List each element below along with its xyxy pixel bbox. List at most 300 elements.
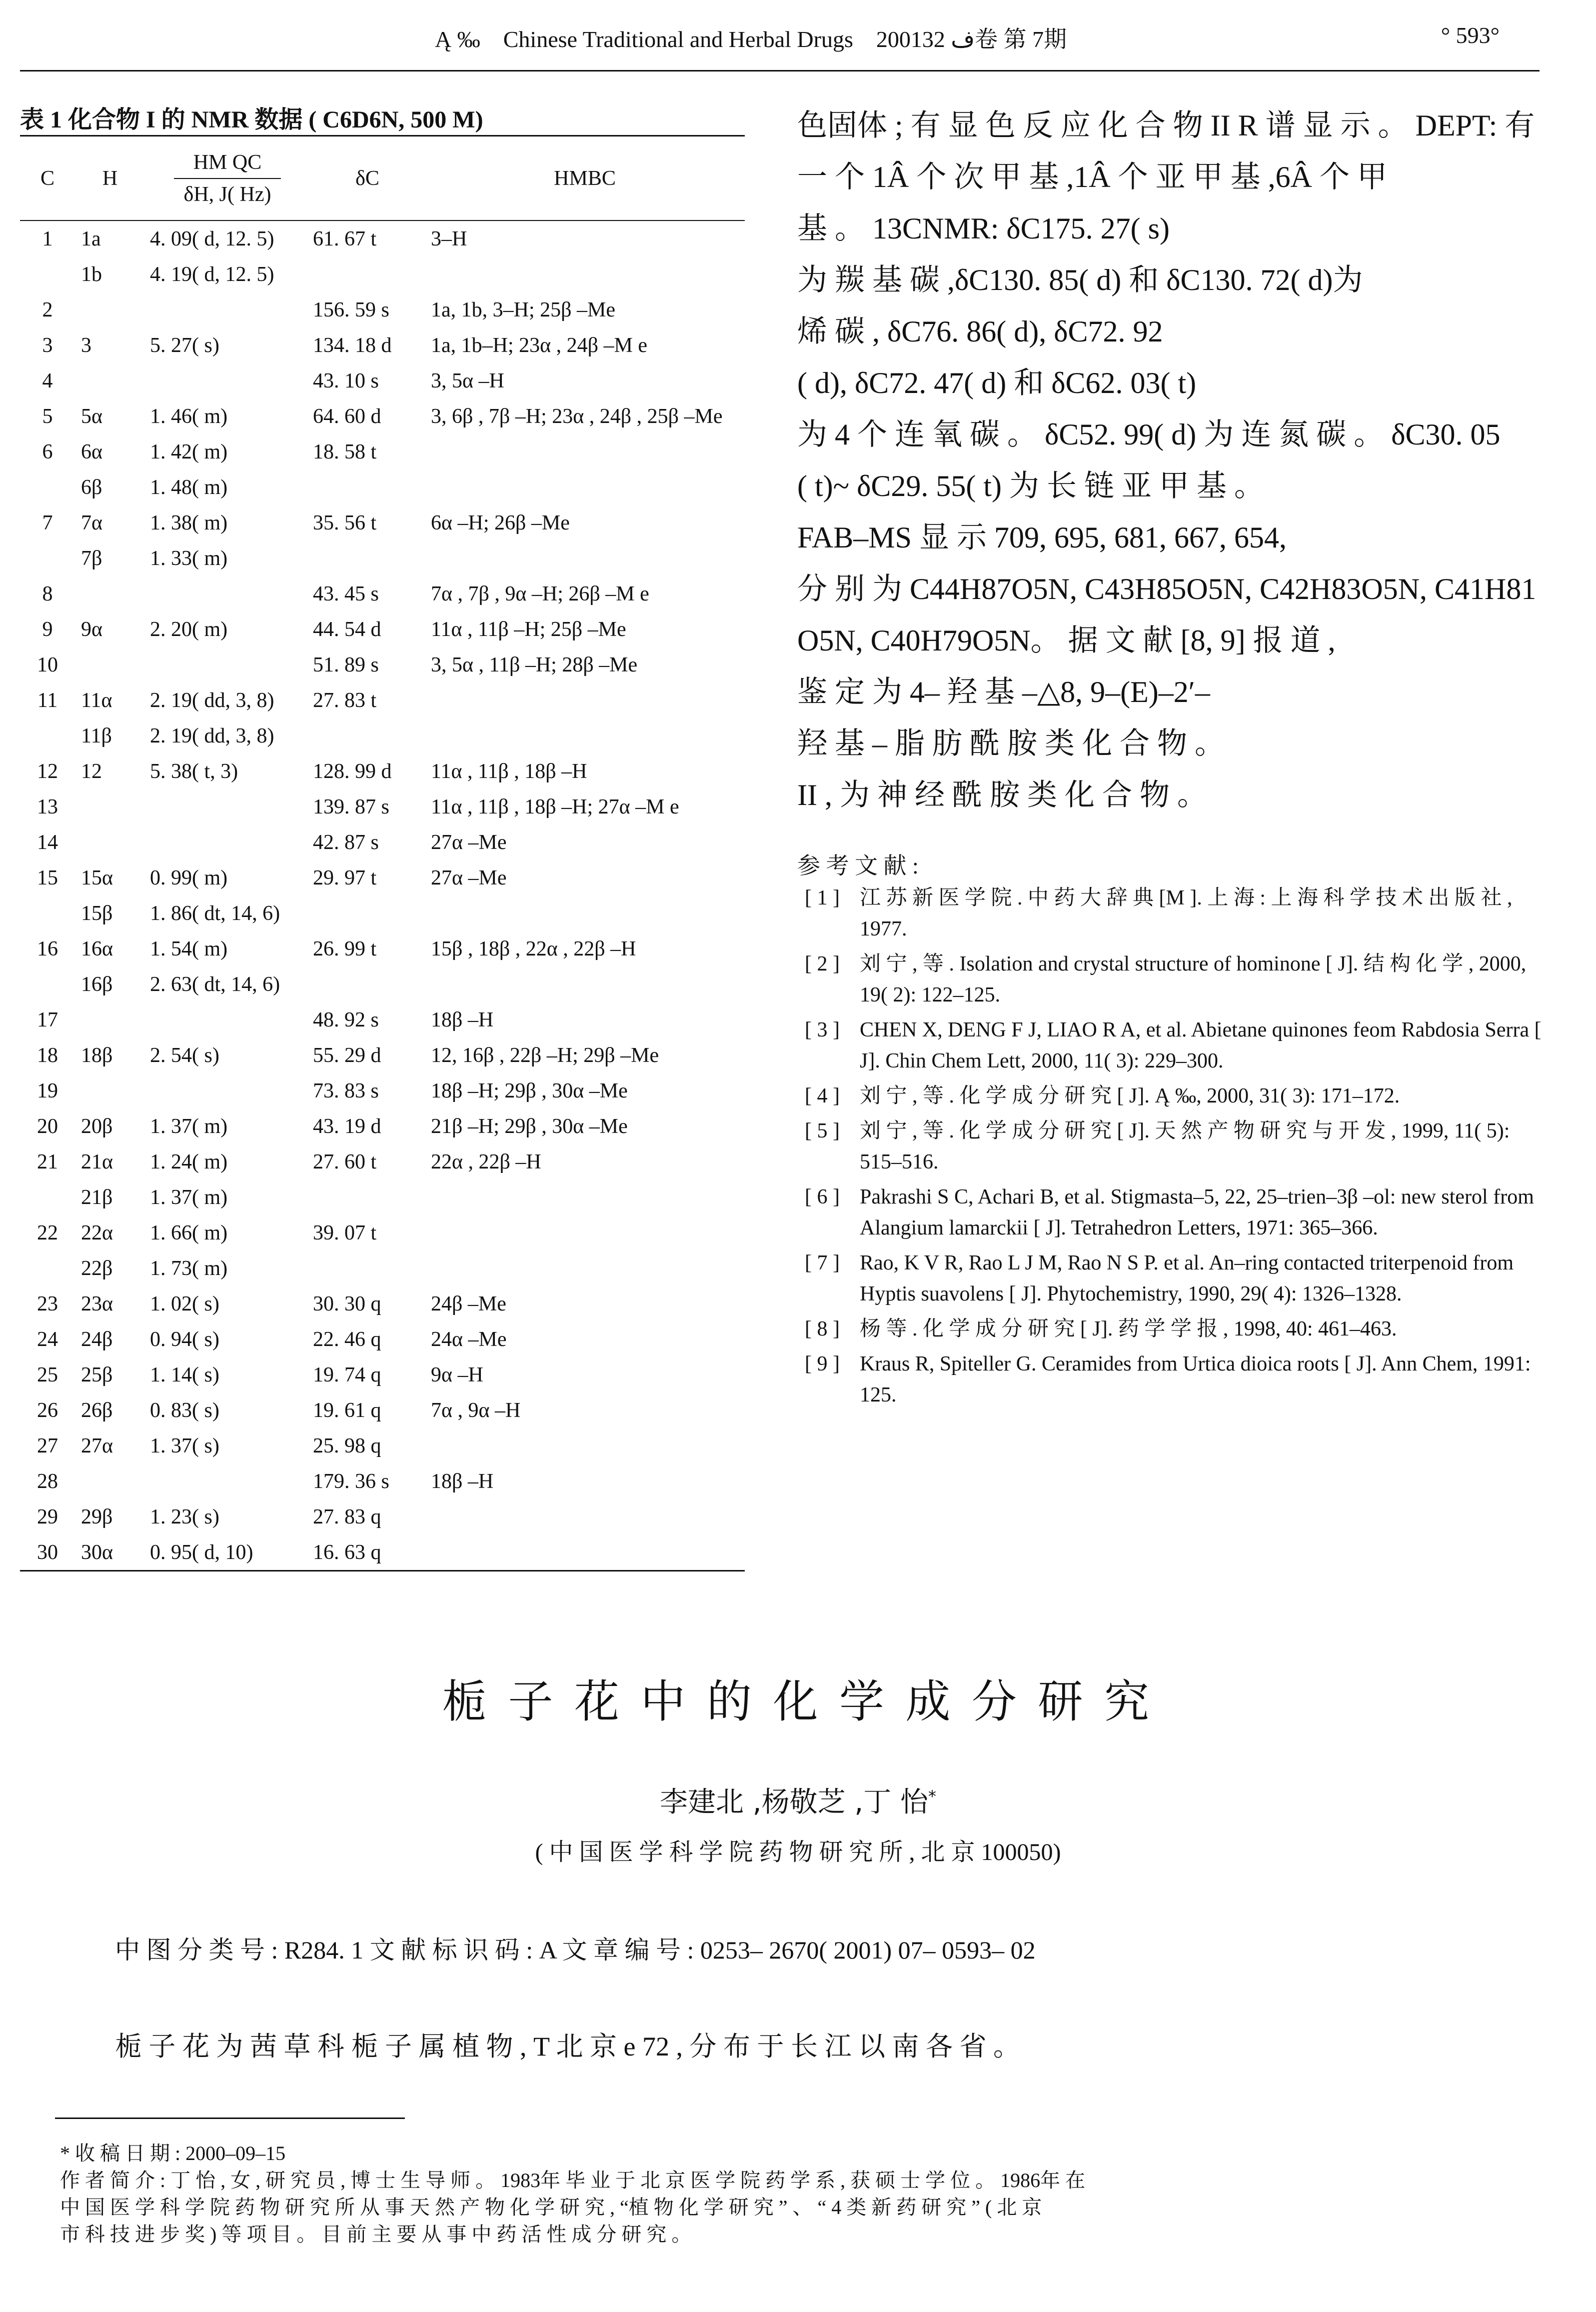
cell-delta-h xyxy=(145,576,310,612)
col-header-hmqc xyxy=(145,136,310,221)
cell-hmbc xyxy=(425,1428,745,1464)
cell-c xyxy=(20,540,75,576)
cell-h: 1b xyxy=(81,262,102,286)
cell-delta-c xyxy=(310,1250,425,1286)
footnote-rule xyxy=(55,2118,405,2119)
cell-delta-c xyxy=(310,256,425,292)
cell-c: 25 xyxy=(37,1363,58,1386)
cell-delta-c: 64. 60 d xyxy=(313,404,381,428)
cell-delta-h xyxy=(145,363,310,398)
cell-hmbc xyxy=(425,256,745,292)
table-row xyxy=(20,1250,745,1286)
table-row xyxy=(20,860,745,896)
cell-delta-h: 1. 02( s) xyxy=(150,1292,219,1316)
cell-delta-c: 26. 99 t xyxy=(313,937,377,960)
reference-number: [ 8 ] xyxy=(805,1318,840,1340)
cell-delta-c: 29. 97 t xyxy=(313,866,377,890)
col-header-dc: δC xyxy=(355,166,379,190)
reference-item xyxy=(805,1014,1545,1076)
col-header-c: C xyxy=(40,166,54,190)
table-row xyxy=(20,647,745,682)
reference-item xyxy=(805,1248,1545,1310)
reference-text: 刘 宁 , 等 . Isolation and crystal structure of hominone [ J]. 结 构 化 学 , 2000, 19( 2): 122–125. xyxy=(860,952,1527,1006)
cell-delta-h: 2. 54( s) xyxy=(150,1044,219,1067)
cell-delta-h: 1. 48( m) xyxy=(150,476,228,499)
page-number: ° 593° xyxy=(1441,22,1500,48)
cell-h: 27α xyxy=(81,1434,113,1458)
cell-hmbc xyxy=(425,718,745,754)
cell-h: 26β xyxy=(81,1398,113,1422)
cell-c: 29 xyxy=(37,1505,58,1528)
cell-c: 2 xyxy=(42,298,53,322)
cell-delta-c: 19. 74 q xyxy=(313,1363,381,1386)
table-row xyxy=(20,1534,745,1571)
cell-h xyxy=(75,1002,145,1038)
reference-item xyxy=(805,1182,1545,1244)
cell-h: 29β xyxy=(81,1505,113,1528)
body-line: FAB–MS 显 示 709, 695, 681, 667, 654, xyxy=(797,521,1287,554)
cell-delta-c: 39. 07 t xyxy=(313,1221,377,1244)
cell-c: 8 xyxy=(42,582,53,606)
journal-header xyxy=(435,21,1067,54)
cell-delta-h: 0. 94( s) xyxy=(150,1328,219,1351)
cell-h: 21α xyxy=(81,1150,113,1174)
cell-delta-h: 1. 38( m) xyxy=(150,511,228,534)
cell-delta-h: 1. 24( m) xyxy=(150,1150,228,1174)
cell-hmbc: 7α , 9α –H xyxy=(431,1398,521,1422)
cell-hmbc xyxy=(425,434,745,470)
cell-delta-h: 1. 23( s) xyxy=(150,1505,219,1528)
cell-h: 18β xyxy=(81,1044,113,1067)
table-row xyxy=(20,398,745,434)
reference-number: [ 9 ] xyxy=(805,1352,840,1376)
cell-c: 11 xyxy=(37,688,58,712)
table-row xyxy=(20,1073,745,1108)
cell-hmbc xyxy=(425,1180,745,1215)
reference-list xyxy=(805,882,1545,1414)
cell-delta-h: 2. 20( m) xyxy=(150,618,228,641)
cell-delta-h: 4. 19( d, 12. 5) xyxy=(150,262,274,286)
cell-c xyxy=(20,470,75,505)
cell-delta-c: 19. 61 q xyxy=(313,1398,381,1422)
cell-delta-c: 61. 67 t xyxy=(313,227,377,250)
cell-h: 23α xyxy=(81,1292,113,1316)
reference-number: [ 3 ] xyxy=(805,1018,840,1042)
cell-hmbc: 3, 5α –H xyxy=(431,369,504,392)
cell-delta-c: 44. 54 d xyxy=(313,618,381,641)
reference-text: 刘 宁 , 等 . 化 学 成 分 研 究 [ J]. Ą ‰, 2000, 31( 3): 171–172. xyxy=(860,1084,1400,1108)
reference-text: CHEN X, DENG F J, LIAO R A, et al. Abietane quinones feom Rabdosia Serra [ J]. Chin Chem Lett, 2000, 11( 3): 229–300. xyxy=(860,1018,1542,1072)
cell-hmbc: 22α , 22β –H xyxy=(431,1150,541,1174)
cell-delta-h: 0. 83( s) xyxy=(150,1398,219,1422)
cell-c: 16 xyxy=(37,937,58,960)
cell-h xyxy=(75,1464,145,1499)
cell-delta-c: 16. 63 q xyxy=(310,1534,425,1571)
article-authors xyxy=(0,1780,1596,1820)
cell-h: 22α xyxy=(81,1221,113,1244)
cell-hmbc: 18β –H xyxy=(431,1470,494,1493)
cell-hmbc: 15β , 18β , 22α , 22β –H xyxy=(431,937,636,960)
cell-h: 24β xyxy=(81,1328,113,1351)
cell-hmbc: 18β –H; 29β , 30α –Me xyxy=(431,1079,628,1102)
reference-item xyxy=(805,948,1545,1010)
reference-item xyxy=(805,882,1545,944)
cell-h: 3 xyxy=(81,334,91,357)
table-row xyxy=(20,931,745,966)
cell-delta-h xyxy=(145,789,310,824)
cell-h: 7α xyxy=(81,511,103,534)
table-row xyxy=(20,718,745,754)
author-names: 李建北 ,杨敬芝 ,丁 怡 xyxy=(659,1786,928,1818)
cell-delta-c: 179. 36 s xyxy=(313,1470,389,1493)
table-row xyxy=(20,328,745,363)
col-header-hmbc: HMBC xyxy=(554,166,616,190)
cell-delta-h xyxy=(145,292,310,328)
classification-line: 中 图 分 类 号 : R284. 1 文 献 标 识 码 : A 文 章 编 号 : 0253– 2670( 2001) 07– 0593– 02 xyxy=(115,1936,1036,1964)
cell-hmbc xyxy=(425,540,745,576)
journal-name: Chinese Traditional and Herbal Drugs xyxy=(503,26,853,52)
cell-c: 9 xyxy=(42,618,53,641)
table-row xyxy=(20,434,745,470)
cell-c: 5 xyxy=(42,404,53,428)
cell-delta-c: 43. 19 d xyxy=(313,1114,381,1138)
cell-hmbc: 1a, 1b, 3–H; 25β –Me xyxy=(431,298,615,322)
cell-h: 6α xyxy=(81,440,103,464)
cell-delta-c xyxy=(310,718,425,754)
cell-h xyxy=(75,789,145,824)
cell-hmbc: 3, 6β , 7β –H; 23α , 24β , 25β –Me xyxy=(431,404,723,428)
cell-h: 9α xyxy=(81,618,103,641)
cell-c: 12 xyxy=(37,760,58,783)
cell-delta-c xyxy=(310,470,425,505)
body-line: 为 羰 基 碳 ,δC130. 85( d) 和 δC130. 72( d)为 xyxy=(797,264,1363,296)
cell-hmbc: 21β –H; 29β , 30α –Me xyxy=(431,1114,628,1138)
cell-delta-h: 1. 37( m) xyxy=(150,1114,228,1138)
cell-c: 14 xyxy=(37,830,58,854)
cell-delta-c: 134. 18 d xyxy=(313,334,392,357)
cell-hmbc: 18β –H xyxy=(431,1008,494,1032)
cell-hmbc xyxy=(425,966,745,1002)
body-line: II , 为 神 经 酰 胺 类 化 合 物 。 xyxy=(797,778,1207,812)
cell-delta-h: 0. 99( m) xyxy=(150,866,228,890)
table-row xyxy=(20,966,745,1002)
body-line: ( t)~ δC29. 55( t) 为 长 链 亚 甲 基 。 xyxy=(797,470,1265,502)
cell-h: 15β xyxy=(81,902,113,925)
cell-c: 4 xyxy=(42,369,53,392)
table-row xyxy=(20,1002,745,1038)
cell-delta-c: 22. 46 q xyxy=(313,1328,381,1351)
cell-delta-h: 1. 46( m) xyxy=(150,404,228,428)
cell-delta-c xyxy=(310,896,425,931)
cell-delta-c xyxy=(310,540,425,576)
cell-h xyxy=(75,363,145,398)
reference-text: Pakrashi S C, Achari B, et al. Stigmasta–5, 22, 25–trien–3β –ol: new sterol from Alangium lamarckii [ J]. Tetrahedron Letters, 1971: 365–366. xyxy=(860,1186,1534,1240)
table-row xyxy=(20,470,745,505)
cell-delta-c: 18. 58 t xyxy=(313,440,377,464)
table-row xyxy=(20,1357,745,1392)
cell-c: 27 xyxy=(37,1434,58,1458)
footnote-bio-3: 市 科 技 进 步 奖 ) 等 项 目 。 目 前 主 要 从 事 中 药 活 性 成 分 研 究 。 xyxy=(60,2223,692,2246)
reference-item xyxy=(805,1348,1545,1410)
reference-number: [ 1 ] xyxy=(805,886,840,910)
cell-c: 20 xyxy=(37,1114,58,1138)
table-row xyxy=(20,896,745,931)
cell-h: 11α xyxy=(81,688,112,712)
table-row xyxy=(20,256,745,292)
cell-h: 22β xyxy=(81,1256,113,1280)
cell-delta-h: 5. 38( t, 3) xyxy=(150,760,238,783)
cell-c: 7 xyxy=(42,511,53,534)
nmr-table xyxy=(20,135,745,1572)
cell-hmbc xyxy=(425,470,745,505)
cell-hmbc: 24α –Me xyxy=(431,1328,507,1351)
cell-h xyxy=(75,1073,145,1108)
cell-delta-c: 48. 92 s xyxy=(313,1008,379,1032)
cell-hmbc xyxy=(425,896,745,931)
table-row xyxy=(20,1286,745,1322)
reference-number: [ 2 ] xyxy=(805,952,840,976)
cell-c: 22 xyxy=(37,1221,58,1244)
cell-delta-c: 128. 99 d xyxy=(313,760,392,783)
cell-delta-c: 27. 60 t xyxy=(313,1150,377,1174)
cell-hmbc: 12, 16β , 22β –H; 29β –Me xyxy=(431,1044,659,1067)
table-row xyxy=(20,754,745,789)
cell-delta-h: 2. 63( dt, 14, 6) xyxy=(150,972,280,996)
table-row xyxy=(20,1108,745,1144)
cell-h: 7β xyxy=(81,546,102,570)
cell-delta-h: 1. 42( m) xyxy=(150,440,228,464)
cell-delta-c: 30. 30 q xyxy=(313,1292,381,1316)
body-line: O5N, C40H79O5N。 据 文 献 [8, 9] 报 道 , xyxy=(797,624,1336,657)
nmr-table-section xyxy=(20,100,745,1572)
cell-h: 21β xyxy=(81,1186,113,1209)
hmqc-subtitle: δH, J( Hz) xyxy=(174,178,281,210)
cell-h: 20β xyxy=(81,1114,113,1138)
footnote-bio-1: 作 者 简 介 : 丁 怡 , 女 , 研 究 员 , 博 士 生 导 师 。 1983年 毕 业 于 北 京 医 学 院 药 学 系 , 获 硕 士 学 位 。 1986年 在 xyxy=(60,2169,1086,2192)
cell-delta-c: 43. 10 s xyxy=(313,369,379,392)
cell-delta-c xyxy=(310,966,425,1002)
cell-c: 18 xyxy=(37,1044,58,1067)
table-row xyxy=(20,220,745,256)
cell-delta-h: 4. 09( d, 12. 5) xyxy=(150,227,274,250)
cell-delta-h: 5. 27( s) xyxy=(150,334,219,357)
cell-c: 3 xyxy=(42,334,53,357)
cell-delta-c: 43. 45 s xyxy=(313,582,379,606)
cell-delta-h: 1. 37( m) xyxy=(150,1186,228,1209)
cell-hmbc: 11α , 11β , 18β –H; 27α –M e xyxy=(431,795,679,818)
table-row xyxy=(20,682,745,718)
reference-number: [ 4 ] xyxy=(805,1084,840,1108)
cell-c: 10 xyxy=(37,653,58,676)
table-row xyxy=(20,1464,745,1499)
reference-item xyxy=(805,1080,1545,1112)
table-row xyxy=(20,612,745,647)
cell-hmbc: 24β –Me xyxy=(431,1292,506,1316)
cell-hmbc: 3–H xyxy=(431,227,467,250)
cell-delta-h xyxy=(145,1073,310,1108)
cell-delta-c: 35. 56 t xyxy=(313,511,377,534)
table-row xyxy=(20,824,745,860)
article-title: 栀 子 花 中 的 化 学 成 分 研 究 xyxy=(442,1678,1154,1727)
cell-h: 16β xyxy=(81,972,113,996)
table-row xyxy=(20,576,745,612)
cell-delta-h: 2. 19( dd, 3, 8) xyxy=(150,724,274,748)
footnote-bio-2: 中 国 医 学 科 学 院 药 物 研 究 所 从 事 天 然 产 物 化 学 研 究 , “植 物 化 学 研 究 ” 、 “ 4 类 新 药 研 究 ” ( 北 京 xyxy=(60,2196,1042,2218)
references-heading: 参 考 文 献 : xyxy=(797,853,919,878)
reference-number: [ 6 ] xyxy=(805,1186,840,1208)
cell-delta-h: 1. 86( dt, 14, 6) xyxy=(150,902,280,925)
reference-number: [ 5 ] xyxy=(805,1120,840,1142)
cell-delta-c xyxy=(310,1180,425,1215)
table-row xyxy=(20,1038,745,1073)
cell-c: 1 xyxy=(42,227,53,250)
cell-c: 28 xyxy=(37,1470,58,1493)
cell-c: 30 xyxy=(20,1534,75,1571)
cell-c xyxy=(20,718,75,754)
cell-c xyxy=(20,1250,75,1286)
cell-delta-c: 55. 29 d xyxy=(313,1044,381,1067)
author-mark: * xyxy=(928,1786,936,1806)
body-line: 鉴 定 为 4– 羟 基 –△8, 9–(E)–2′– xyxy=(797,676,1210,708)
cell-c: 6 xyxy=(42,440,53,464)
table-row xyxy=(20,789,745,824)
reference-text: 江 苏 新 医 学 院 . 中 药 大 辞 典 [M ]. 上 海 : 上 海 科 学 技 术 出 版 社 , 1977. xyxy=(860,886,1513,940)
article-intro: 栀 子 花 为 茜 草 科 栀 子 属 植 物 , T 北 京 e 72 , 分 布 于 长 江 以 南 各 省 。 xyxy=(115,2032,1020,2062)
cell-h: 30α xyxy=(75,1534,145,1571)
body-line: ( d), δC72. 47( d) 和 δC62. 03( t) xyxy=(797,366,1197,400)
reference-item xyxy=(805,1116,1545,1178)
body-line: 分 别 为 C44H87O5N, C43H85O5N, C42H83O5N, C41H81 xyxy=(797,572,1537,606)
cell-c: 17 xyxy=(37,1008,58,1032)
cell-h: 12 xyxy=(81,760,102,783)
table-row xyxy=(20,1322,745,1357)
cell-delta-h xyxy=(145,824,310,860)
cell-c xyxy=(20,896,75,931)
footnote xyxy=(60,2140,1540,2248)
table-row xyxy=(20,540,745,576)
reference-text: Kraus R, Spiteller G. Ceramides from Urtica dioica roots [ J]. Ann Chem, 1991: 125. xyxy=(860,1352,1531,1406)
cell-delta-c: 156. 59 s xyxy=(313,298,389,322)
body-line: 为 4 个 连 氧 碳 。 δC52. 99( d) 为 连 氮 碳 。 δC30. 05 xyxy=(797,418,1501,451)
reference-text: 杨 等 . 化 学 成 分 研 究 [ J]. 药 学 学 报 , 1998, 40: 461–463. xyxy=(860,1318,1397,1340)
cell-h: 6β xyxy=(81,476,102,499)
cell-delta-c: 51. 89 s xyxy=(313,653,379,676)
reference-number: [ 7 ] xyxy=(805,1252,840,1274)
running-header xyxy=(20,15,1540,72)
cell-h: 16α xyxy=(81,937,113,960)
cell-c: 24 xyxy=(37,1328,58,1351)
cell-delta-c: 27. 83 q xyxy=(313,1505,381,1528)
cell-hmbc xyxy=(425,1534,745,1571)
cell-c: 13 xyxy=(37,795,58,818)
cell-delta-c: 42. 87 s xyxy=(313,830,379,854)
table-row xyxy=(20,1428,745,1464)
cell-h: 15α xyxy=(81,866,113,890)
journal-prefix: Ą ‰ xyxy=(435,26,480,52)
cell-delta-h: 1. 14( s) xyxy=(150,1363,219,1386)
nmr-table-body xyxy=(20,220,745,1571)
cell-c xyxy=(20,966,75,1002)
body-line: 基 。 13CNMR: δC175. 27( s) xyxy=(797,212,1170,245)
reference-item xyxy=(805,1314,1545,1344)
table-row xyxy=(20,292,745,328)
cell-h: 25β xyxy=(81,1363,113,1386)
cell-delta-h: 1. 73( m) xyxy=(150,1256,228,1280)
cell-h xyxy=(75,647,145,682)
cell-h: 5α xyxy=(81,404,103,428)
table-row xyxy=(20,363,745,398)
table-row xyxy=(20,505,745,540)
table-row xyxy=(20,1392,745,1428)
body-line: 烯 碳 , δC76. 86( d), δC72. 92 xyxy=(797,315,1163,348)
cell-hmbc: 9α –H xyxy=(431,1363,483,1386)
cell-hmbc: 11α , 11β –H; 25β –Me xyxy=(431,618,626,641)
cell-delta-h: 0. 95( d, 10) xyxy=(145,1534,310,1571)
cell-delta-h xyxy=(145,1464,310,1499)
cell-delta-h xyxy=(145,1002,310,1038)
body-line: 一 个 1Â 个 次 甲 基 ,1Â 个 亚 甲 基 ,6Â 个 甲 xyxy=(797,160,1387,194)
cell-delta-c: 73. 83 s xyxy=(313,1079,379,1102)
cell-hmbc: 27α –Me xyxy=(431,830,507,854)
cell-c: 23 xyxy=(37,1292,58,1316)
cell-h: 1a xyxy=(81,227,101,250)
cell-delta-h: 1. 37( s) xyxy=(150,1434,219,1458)
cell-h xyxy=(75,576,145,612)
footnote-received: * 收 稿 日 期 : 2000–09–15 xyxy=(60,2142,286,2164)
reference-text: 刘 宁 , 等 . 化 学 成 分 研 究 [ J]. 天 然 产 物 研 究 与 开 发 , 1999, 11( 5): 515–516. xyxy=(860,1120,1510,1174)
cell-c xyxy=(20,256,75,292)
cell-c: 15 xyxy=(37,866,58,890)
body-line: 色固体 ; 有 显 色 反 应 化 合 物 II R 谱 显 示 。 DEPT: 有 xyxy=(797,109,1535,142)
cell-hmbc: 11α , 11β , 18β –H xyxy=(431,760,587,783)
cell-h xyxy=(75,824,145,860)
cell-delta-c: 25. 98 q xyxy=(313,1434,381,1458)
cell-hmbc xyxy=(425,1250,745,1286)
cell-delta-c: 27. 83 t xyxy=(313,688,377,712)
table-caption: 表 1 化合物 I 的 NMR 数据 ( C6D6N, 500 M) xyxy=(20,106,483,133)
cell-hmbc: 7α , 7β , 9α –H; 26β –M e xyxy=(431,582,649,606)
cell-delta-h xyxy=(145,647,310,682)
table-row xyxy=(20,1144,745,1180)
article-affiliation: ( 中 国 医 学 科 学 院 药 物 研 究 所 , 北 京 100050) xyxy=(535,1839,1061,1866)
cell-c: 19 xyxy=(37,1079,58,1102)
cell-delta-h: 1. 33( m) xyxy=(150,546,228,570)
table-header-row xyxy=(20,136,745,221)
table-row xyxy=(20,1499,745,1534)
cell-c: 26 xyxy=(37,1398,58,1422)
cell-delta-h: 1. 54( m) xyxy=(150,937,228,960)
cell-hmbc xyxy=(425,1215,745,1250)
cell-h xyxy=(75,292,145,328)
cell-delta-c: 139. 87 s xyxy=(313,795,389,818)
table-row xyxy=(20,1180,745,1215)
table-row xyxy=(20,1215,745,1250)
cell-hmbc: 1a, 1b–H; 23α , 24β –M e xyxy=(431,334,648,357)
cell-hmbc: 6α –H; 26β –Me xyxy=(431,511,570,534)
right-column-text xyxy=(797,100,1542,821)
cell-c xyxy=(20,1180,75,1215)
cell-delta-h: 2. 19( dd, 3, 8) xyxy=(150,688,274,712)
hmqc-title: HM QC xyxy=(193,150,262,174)
reference-text: Rao, K V R, Rao L J M, Rao N S P. et al. An–ring contacted triterpenoid from Hyptis suavolens [ J]. Phytochemistry, 1990, 29( 4): 1326–1328. xyxy=(860,1252,1514,1306)
cell-delta-h: 1. 66( m) xyxy=(150,1221,228,1244)
cell-hmbc xyxy=(425,1499,745,1534)
body-line: 羟 基 – 脂 肪 酰 胺 类 化 合 物 。 xyxy=(797,727,1225,760)
cell-hmbc: 27α –Me xyxy=(431,866,507,890)
journal-issue: 2001ف 32卷 第 7期 xyxy=(876,26,1067,52)
cell-hmbc xyxy=(425,682,745,718)
cell-hmbc: 3, 5α , 11β –H; 28β –Me xyxy=(431,653,638,676)
